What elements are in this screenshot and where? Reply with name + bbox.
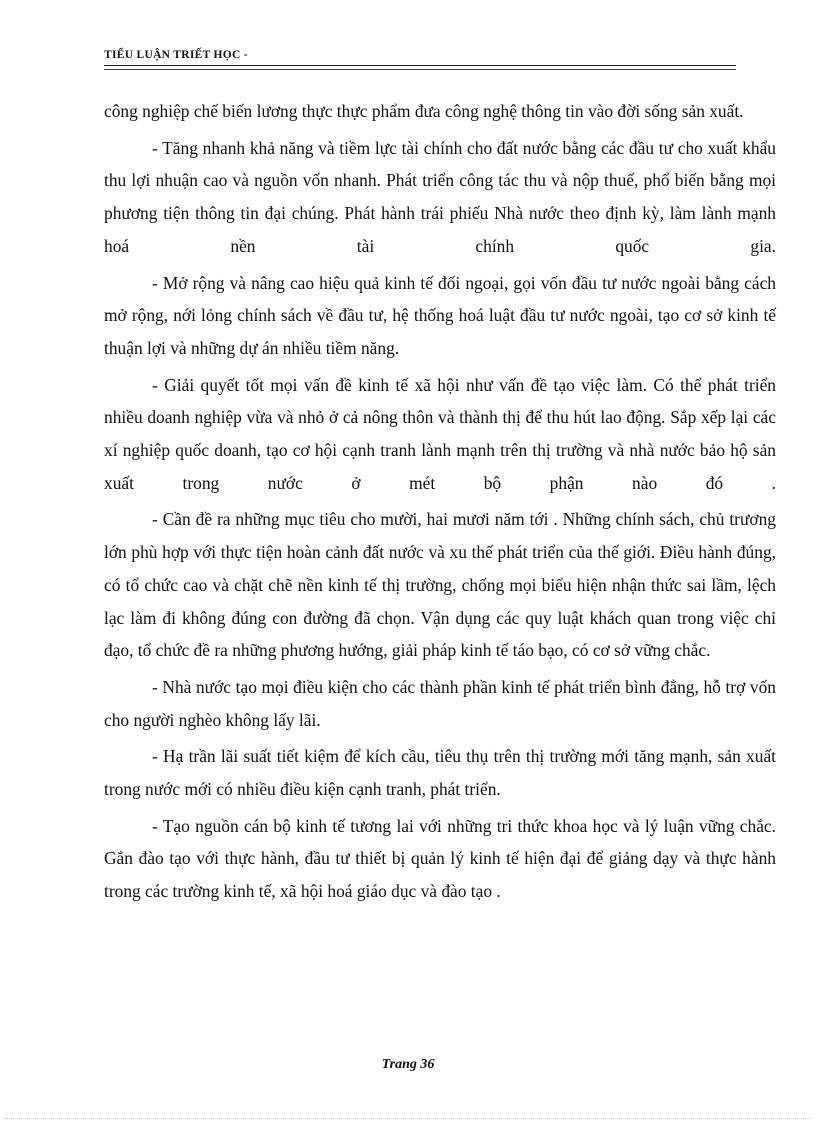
document-body xyxy=(104,95,776,908)
paragraph-targets: - Cần đề ra những mục tiêu cho mười, hai mươi năm tới . Những chính sách, chủ trương lớn phù hợp với thực tiện hoàn cảnh đất nước và xu thế phát triển của thế giới. Điều hành đúng, có tổ chức cao và chặt chẽ nền kinh tế thị trường, chống mọi biểu hiện nhận thức sai lầm, lệch lạc làm đi không đúng con đường đã chọn. Vận dụng các quy luật khách quan trong việc chỉ đạo, tổ chức đề ra những phương hướng, giải pháp kinh tế táo bạo, có cơ sở vững chắc. xyxy=(104,509,776,661)
header-rule-thin xyxy=(104,69,736,70)
header-rule-thick xyxy=(104,65,736,66)
paragraph-continuation: công nghiệp chế biến lương thực thực phẩm đưa công nghệ thông tin vào đời sống sản xuất. xyxy=(104,101,744,121)
page-break-line xyxy=(4,1118,812,1119)
page-number: Trang 36 xyxy=(381,1057,435,1072)
document-header: TIỂU LUẬN TRIẾT HỌC - xyxy=(104,49,248,61)
paragraph-training: - Tạo nguồn cán bộ kinh tế tương lai với những tri thức khoa học và lý luận vững chắc. Gắn đào tạo với thực hành, đầu tư thiết bị quản lý kinh tế hiện đại để giảng dạy và thực hành trong các trường kinh tế, xã hội hoá giáo dục và đào tạo . xyxy=(104,815,776,902)
paragraph-state-support: - Nhà nước tạo mọi điều kiện cho các thành phần kinh tế phát triển bình đẳng, hỗ trợ vốn cho người nghèo không lấy lãi. xyxy=(104,676,776,730)
paragraph-employment: - Giải quyết tốt mọi vấn đề kinh tế xã hội như vấn đề tạo việc làm. Có thể phát triển nhiều doanh nghiệp vừa và nhỏ ở cả nông thôn và thành thị để thu hút lao động. Sắp xếp lại các xí nghiệp quốc doanh, tạo cơ hội cạnh tranh lành mạnh trên thị trường và nhà nước bảo hộ sản xuất trong nước ở mét bộ phận nào đó . xyxy=(104,374,776,493)
paragraph-interest-rate: - Hạ trần lãi suất tiết kiệm để kích cầu, tiêu thụ trên thị trường mới tăng mạnh, sản xuất trong nước mới có nhiều điều kiện cạnh tranh, phát triển. xyxy=(104,746,776,800)
paragraph-foreign-economy: - Mở rộng và nâng cao hiệu quả kinh tế đối ngoại, gọi vốn đầu tư nước ngoài bằng cách mở rộng, nới lỏng chính sách về đầu tư, hệ thống hoá luật đầu tư nước ngoài, tạo cơ sở kinh tế thuận lợi và những dự án nhiều tiềm năng. xyxy=(104,272,776,358)
paragraph-finance: - Tăng nhanh khả năng và tiềm lực tài chính cho đất nước bằng các đầu tư cho xuất khẩu thu lợi nhuận cao và nguồn vốn nhanh. Phát triển công tác thu và nộp thuế, phổ biến bằng mọi phương tiện thông tin đại chúng. Phát hành trái phiếu Nhà nước theo định kỳ, làm lành mạnh hoá nền tài chính quốc gia. xyxy=(104,137,776,256)
